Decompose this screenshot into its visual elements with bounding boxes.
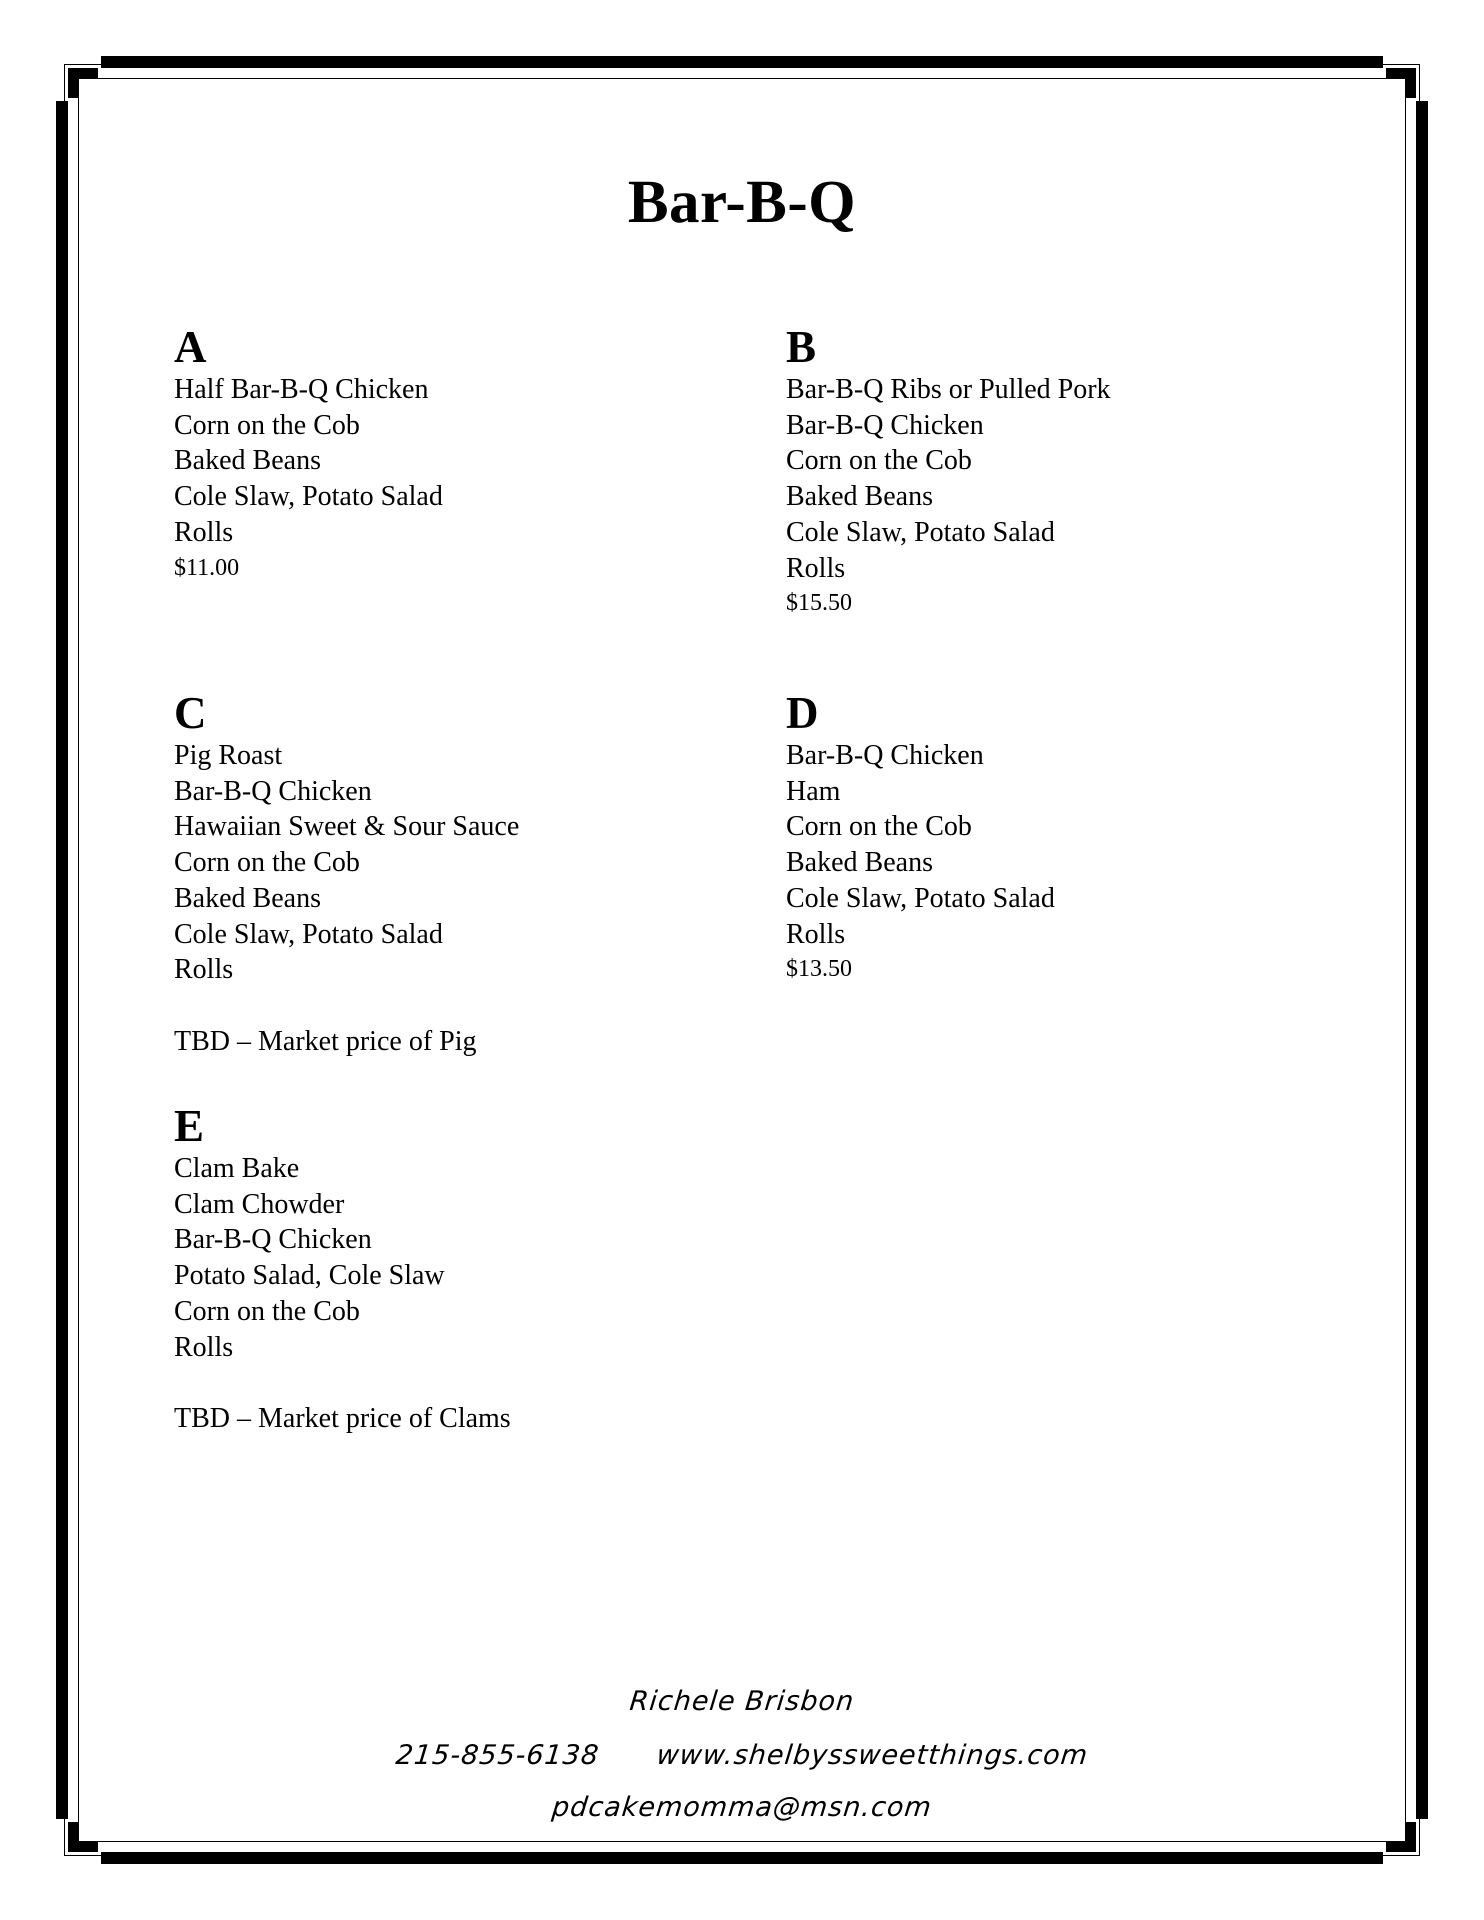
section-price-note: TBD – Market price of Clams (174, 1402, 511, 1434)
menu-item: Bar-B-Q Chicken (174, 775, 372, 807)
menu-item: Baked Beans (174, 882, 321, 914)
menu-item: Cole Slaw, Potato Salad (174, 918, 443, 950)
section-letter: E (174, 1101, 205, 1151)
menu-item: Rolls (174, 954, 234, 986)
menu-item: Rolls (786, 552, 846, 584)
menu-item: Corn on the Cob (174, 1295, 360, 1327)
frame-left-bar (56, 101, 68, 1819)
menu-item: Rolls (174, 516, 234, 548)
menu-item: Baked Beans (786, 481, 933, 513)
menu-item: Clam Chowder (174, 1188, 345, 1220)
menu-item: Clam Bake (174, 1153, 300, 1184)
footer-contact-line (0, 1740, 1484, 1771)
menu-item: Cole Slaw, Potato Salad (174, 481, 443, 513)
menu-section-d (786, 688, 1055, 988)
menu-item: Half Bar-B-Q Chicken (174, 374, 429, 405)
menu-item: Corn on the Cob (174, 409, 360, 441)
section-price: $13.50 (786, 956, 852, 983)
menu-item: Corn on the Cob (786, 445, 972, 477)
footer-owner-name: Richele Brisbon (628, 1686, 856, 1717)
page-title: Bar-B-Q (627, 169, 857, 236)
section-price: $15.50 (786, 590, 852, 617)
menu-item: Baked Beans (174, 445, 321, 477)
section-letter: B (786, 322, 817, 372)
frame-corner-top-left (68, 68, 78, 98)
section-letter: D (786, 688, 819, 738)
menu-item: Rolls (786, 918, 846, 950)
frame-right-bar (1416, 101, 1428, 1819)
section-price: $11.00 (174, 554, 240, 581)
menu-item: Hawaiian Sweet & Sour Sauce (174, 811, 520, 843)
menu-item: Cole Slaw, Potato Salad (786, 516, 1055, 548)
menu-item: Cole Slaw, Potato Salad (786, 882, 1055, 914)
footer-email-link[interactable]: pdcakemomma@msn.com (550, 1792, 934, 1823)
menu-item: Corn on the Cob (174, 847, 360, 879)
menu-item: Baked Beans (786, 847, 933, 879)
menu-item: Ham (786, 775, 841, 807)
menu-section-e (174, 1101, 511, 1437)
section-letter: A (174, 322, 207, 372)
footer-phone: 215-855-6138 (394, 1740, 601, 1771)
menu-item: Potato Salad, Cole Slaw (174, 1260, 445, 1292)
menu-item: Pig Roast (174, 740, 283, 771)
frame-top-bar (101, 56, 1383, 68)
footer-website-link[interactable]: www.shelbyssweetthings.com (655, 1740, 1090, 1771)
menu-item: Bar-B-Q Chicken (786, 409, 984, 441)
section-price-note: TBD – Market price of Pig (174, 1025, 477, 1057)
menu-section-a (174, 322, 443, 586)
menu-section-b (786, 322, 1111, 622)
menu-item: Rolls (174, 1331, 234, 1363)
frame-bottom-bar (101, 1852, 1383, 1864)
menu-item: Bar-B-Q Ribs or Pulled Pork (786, 374, 1111, 405)
menu-item: Bar-B-Q Chicken (786, 740, 984, 771)
frame-corner-top-right (1406, 68, 1416, 98)
menu-item: Corn on the Cob (786, 811, 972, 843)
section-letter: C (174, 688, 207, 738)
frame-corner-bottom-right (1406, 1822, 1416, 1852)
menu-section-c (174, 688, 519, 1059)
menu-item: Bar-B-Q Chicken (174, 1224, 372, 1256)
frame-corner-bottom-left (68, 1822, 78, 1852)
